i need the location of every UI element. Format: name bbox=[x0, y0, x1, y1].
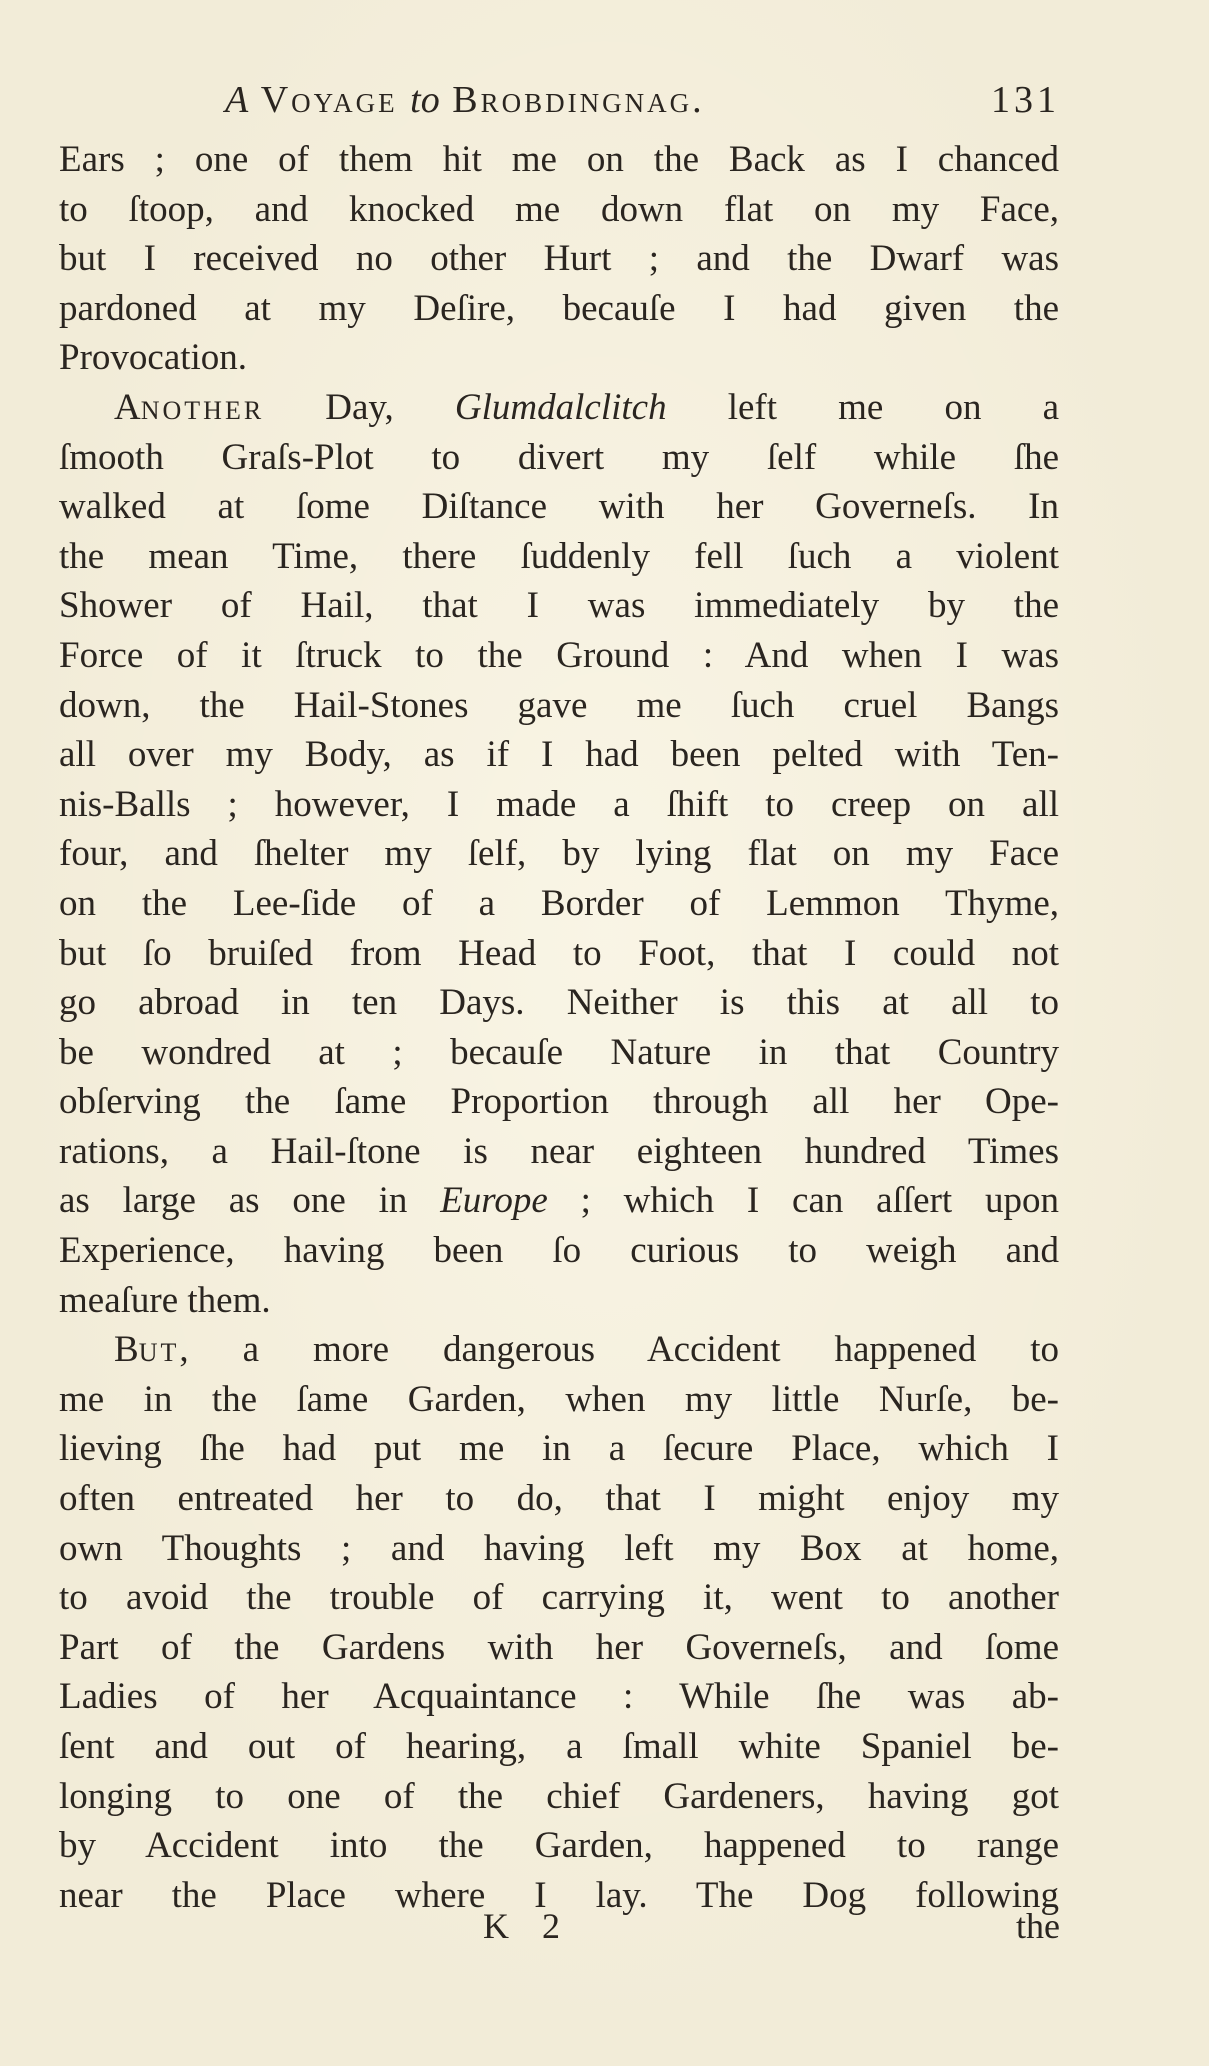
running-title-to: to bbox=[410, 79, 440, 121]
running-title-article: A bbox=[225, 79, 249, 121]
paragraph-start-line: Another Day, Glumdalclitch left me on a bbox=[114, 386, 1059, 428]
page-number: 131 bbox=[991, 79, 1060, 121]
running-head bbox=[60, 78, 1060, 128]
text-line: often entreated her to do, that I might enjoy my bbox=[59, 1478, 1059, 1520]
running-title-place: Brobdingnag. bbox=[452, 79, 705, 121]
text-line: longing to one of the chief Gardeners, having got bbox=[59, 1775, 1059, 1817]
text-line: Provocation. bbox=[59, 337, 248, 379]
text-line: but I received no other Hurt ; and the Dwarf was bbox=[59, 238, 1059, 280]
text-line: be wondred at ; becauſe Nature in that Country bbox=[59, 1031, 1059, 1073]
text-line: the mean Time, there ſuddenly fell ſuch a violent bbox=[59, 535, 1059, 577]
text-line: walked at ſome Diſtance with her Governeſs. In bbox=[59, 486, 1059, 528]
text-line: ſmooth Graſs-Plot to divert my ſelf while ſhe bbox=[59, 436, 1059, 478]
text-line: all over my Body, as if I had been pelted with Ten- bbox=[59, 734, 1059, 776]
text-line: obſerving the ſame Proportion through all her Ope- bbox=[59, 1081, 1059, 1123]
text-line: to avoid the trouble of carrying it, went to another bbox=[59, 1577, 1059, 1619]
text-line: ſent and out of hearing, a ſmall white Spaniel be- bbox=[59, 1726, 1059, 1767]
text-line: own Thoughts ; and having left my Box at home, bbox=[59, 1527, 1059, 1569]
text-line: down, the Hail-Stones gave me ſuch cruel Bangs bbox=[59, 684, 1059, 726]
text-line: Shower of Hail, that I was immediately by the bbox=[59, 585, 1059, 627]
text-line: Force of it ſtruck to the Ground : And when I was bbox=[59, 634, 1059, 676]
text-line: four, and ſhelter my ſelf, by lying flat on my Face bbox=[59, 833, 1059, 875]
paragraph-start-line: But, a more dangerous Accident happened to bbox=[114, 1329, 1059, 1371]
text-line: to ſtoop, and knocked me down flat on my Face, bbox=[59, 188, 1059, 230]
catchword: the bbox=[1016, 1906, 1060, 1946]
text-line: by Accident into the Garden, happened to range bbox=[59, 1825, 1059, 1867]
text-line: rations, a Hail-ſtone is near eighteen hundred Times bbox=[59, 1130, 1059, 1172]
text-line: me in the ſame Garden, when my little Nurſe, be- bbox=[59, 1378, 1059, 1420]
text-line: Ears ; one of them hit me on the Back as I chanced bbox=[59, 139, 1059, 180]
running-title-voyage: Voyage bbox=[260, 79, 398, 121]
text-line: go abroad in ten Days. Neither is this at all to bbox=[59, 982, 1059, 1024]
text-line: Experience, having been ſo curious to weigh and bbox=[59, 1230, 1059, 1272]
text-line: lieving ſhe had put me in a ſecure Place, which I bbox=[59, 1428, 1059, 1470]
text-line: meaſure them. bbox=[59, 1279, 271, 1321]
running-title bbox=[225, 78, 705, 122]
text-line: as large as one in Europe ; which I can aſſert upon bbox=[59, 1180, 1059, 1222]
text-line: near the Place where I lay. The Dog following bbox=[59, 1874, 1059, 1916]
text-line: Ladies of her Acquaintance : While ſhe was ab- bbox=[59, 1676, 1059, 1718]
text-line: nis-Balls ; however, I made a ſhift to creep on all bbox=[59, 783, 1059, 825]
page-footer bbox=[60, 1905, 1060, 1955]
body-text bbox=[59, 135, 1059, 1920]
signature-mark: K 2 bbox=[483, 1906, 572, 1946]
text-line: Part of the Gardens with her Governeſs, and ſome bbox=[59, 1626, 1059, 1668]
text-line: on the Lee-ſide of a Border of Lemmon Thyme, bbox=[59, 882, 1059, 924]
text-line: pardoned at my Deſire, becauſe I had given the bbox=[59, 287, 1059, 329]
text-line: but ſo bruiſed from Head to Foot, that I could not bbox=[59, 932, 1059, 974]
